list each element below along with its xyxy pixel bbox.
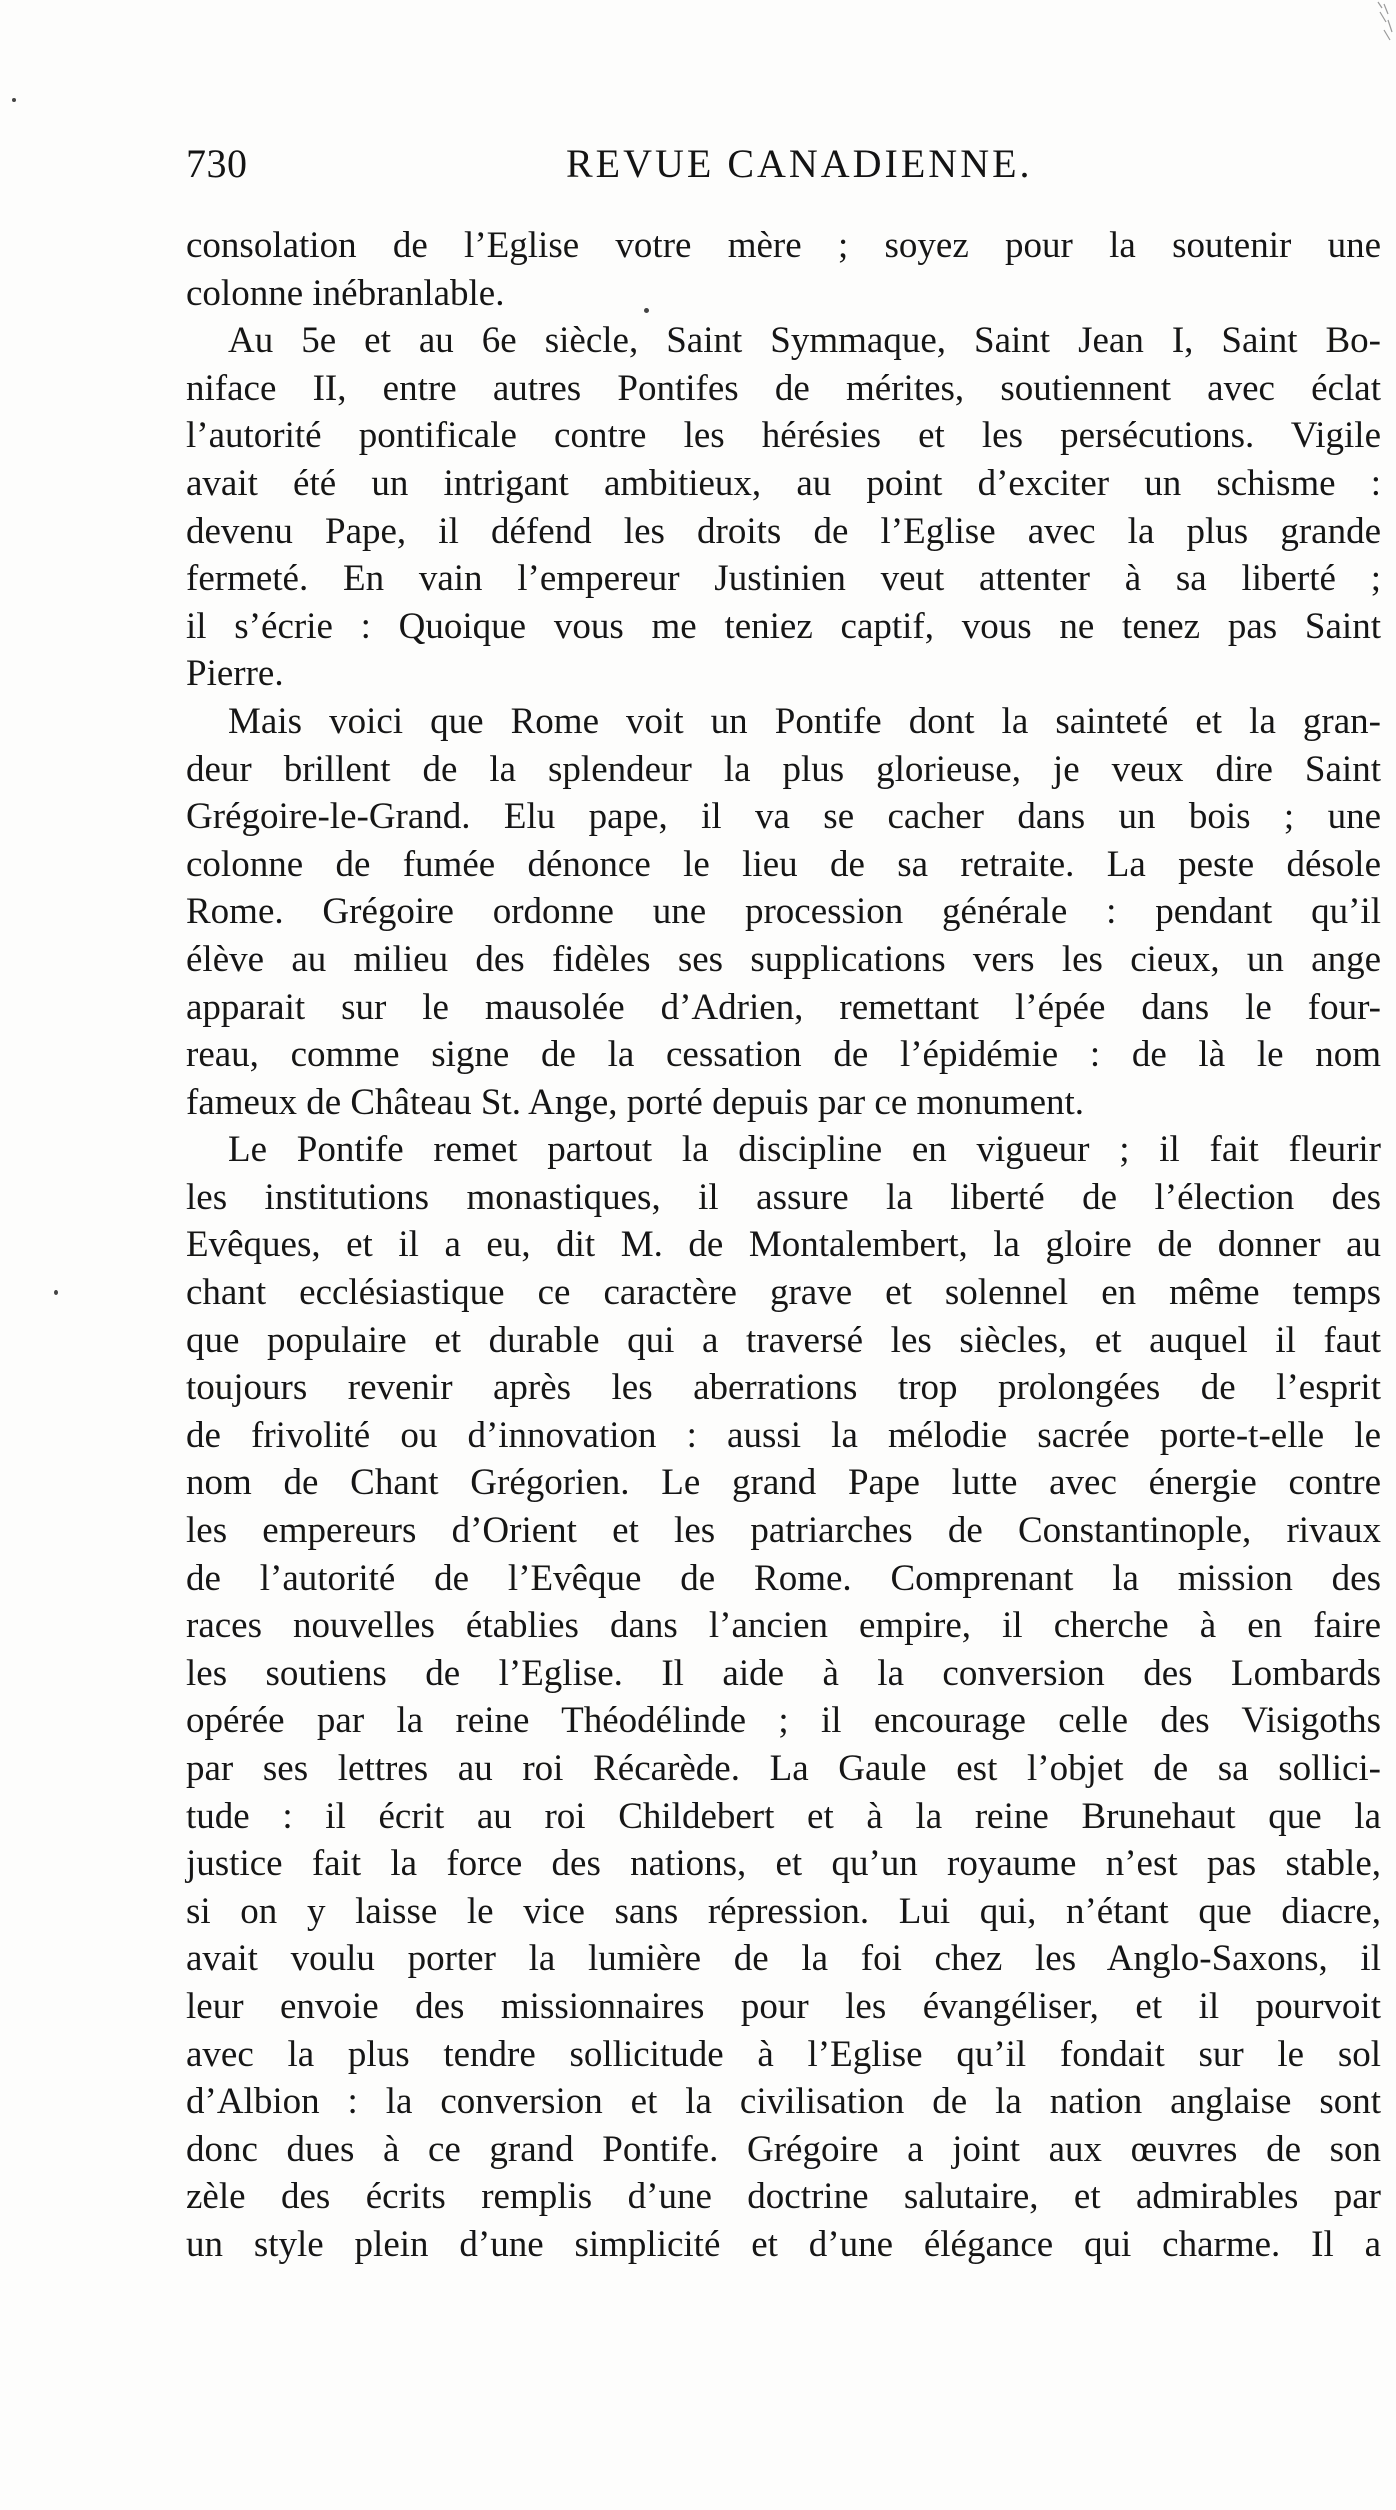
page-edge-mark [1370, 0, 1396, 60]
text-line: reau, comme signe de la cessation de l’épidémie : de là le nom [186, 1034, 1381, 1076]
text-line: fermeté. En vain l’empereur Justinien veut attenter à sa liberté ; [186, 558, 1381, 600]
text-line: d’Albion : la conversion et la civilisation de la nation anglaise sont [186, 2081, 1381, 2123]
text-line: Le Pontife remet partout la discipline en vigueur ; il fait fleurir [228, 1129, 1381, 1171]
text-line: zèle des écrits remplis d’une doctrine salutaire, et admirables par [186, 2176, 1381, 2218]
text-line: avait voulu porter la lumière de la foi chez les Anglo-Saxons, il [186, 1938, 1381, 1980]
text-line: par ses lettres au roi Récarède. La Gaule est l’objet de sa sollici- [186, 1748, 1381, 1789]
paragraph [186, 222, 1381, 317]
text-line: nom de Chant Grégorien. Le grand Pape lutte avec énergie contre [186, 1462, 1381, 1504]
text-line: toujours revenir après les aberrations trop prolongées de l’esprit [186, 1367, 1381, 1409]
text-line: leur envoie des missionnaires pour les évangéliser, et il pourvoit [186, 1985, 1381, 2027]
running-title: REVUE CANADIENNE. [566, 141, 1033, 186]
text-line: colonne inébranlable. [186, 272, 505, 314]
text-line: deur brillent de la splendeur la plus glorieuse, je veux dire Saint [186, 748, 1381, 790]
paragraph [186, 698, 1381, 1126]
running-header [186, 140, 1336, 200]
text-line: avec la plus tendre sollicitude à l’Eglise qu’il fondait sur le sol [186, 2033, 1381, 2075]
text-line: si on y laisse le vice sans répression. Lui qui, n’étant que diacre, [186, 1890, 1381, 1932]
text-line: Mais voici que Rome voit un Pontife dont la sainteté et la gran- [228, 700, 1381, 742]
text-line: il s’écrie : Quoique vous me teniez captif, vous ne tenez pas Saint [186, 605, 1381, 647]
print-speck [54, 1290, 58, 1295]
text-line: opérée par la reine Théodélinde ; il encourage celle des Visigoths [186, 1700, 1381, 1742]
text-line: tude : il écrit au roi Childebert et à la reine Brunehaut que la [186, 1795, 1381, 1837]
text-line: races nouvelles établies dans l’ancien empire, il cherche à en faire [186, 1605, 1381, 1647]
page-number: 730 [186, 141, 248, 186]
text-line: les soutiens de l’Eglise. Il aide à la conversion des Lombards [186, 1652, 1381, 1694]
text-line: Pierre. [186, 653, 284, 695]
text-line: justice fait la force des nations, et qu’un royaume n’est pas stable, [186, 1843, 1381, 1885]
paragraph [186, 317, 1381, 698]
text-line: l’autorité pontificale contre les hérésies et les persécutions. Vigile [186, 415, 1381, 457]
text-line: les institutions monastiques, il assure la liberté de l’élection des [186, 1176, 1381, 1218]
text-line: consolation de l’Eglise votre mère ; soyez pour la soutenir une [186, 225, 1381, 266]
text-line: colonne de fumée dénonce le lieu de sa retraite. La peste désole [186, 843, 1381, 885]
text-line: chant ecclésiastique ce caractère grave et solennel en même temps [186, 1272, 1381, 1314]
print-speck [644, 308, 649, 313]
text-line: Grégoire-le-Grand. Elu pape, il va se cacher dans un bois ; une [186, 796, 1381, 838]
text-line: avait été un intrigant ambitieux, au point d’exciter un schisme : [186, 462, 1381, 504]
paragraph [186, 1126, 1381, 2268]
text-line: les empereurs d’Orient et les patriarches de Constantinople, rivaux [186, 1510, 1381, 1552]
text-line: apparait sur le mausolée d’Adrien, remettant l’épée dans le four- [186, 986, 1381, 1028]
text-line: donc dues à ce grand Pontife. Grégoire a joint aux œuvres de son [186, 2128, 1381, 2170]
text-line: fameux de Château St. Ange, porté depuis par ce monument. [186, 1081, 1085, 1123]
text-line: devenu Pape, il défend les droits de l’Eglise avec la plus grande [186, 510, 1381, 552]
text-line: Rome. Grégoire ordonne une procession générale : pendant qu’il [186, 891, 1381, 933]
text-line: que populaire et durable qui a traversé les siècles, et auquel il faut [186, 1319, 1381, 1361]
text-line: de l’autorité de l’Evêque de Rome. Comprenant la mission des [186, 1557, 1381, 1599]
text-line: Au 5e et au 6e siècle, Saint Symmaque, Saint Jean I, Saint Bo- [228, 320, 1381, 362]
text-line: un style plein d’une simplicité et d’une élégance qui charme. Il a [186, 2223, 1381, 2265]
print-speck [12, 98, 16, 102]
text-line: de frivolité ou d’innovation : aussi la mélodie sacrée porte-t-elle le [186, 1414, 1381, 1456]
text-line: niface II, entre autres Pontifes de mérites, soutiennent avec éclat [186, 367, 1381, 409]
text-line: Evêques, et il a eu, dit M. de Montalembert, la gloire de donner au [186, 1224, 1381, 1266]
body-text [186, 222, 1381, 2269]
text-line: élève au milieu des fidèles ses supplications vers les cieux, un ange [186, 938, 1381, 980]
